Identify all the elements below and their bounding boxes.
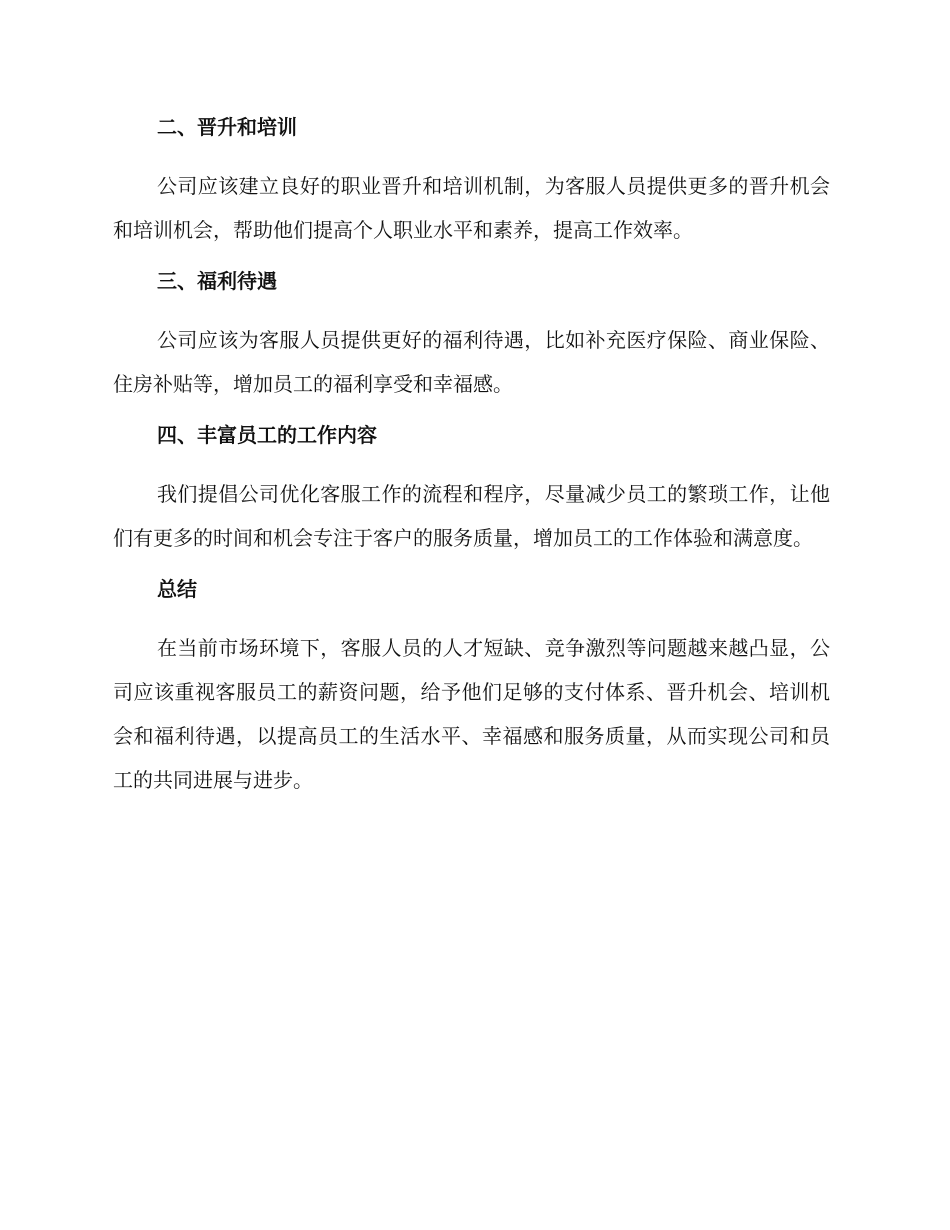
section-heading: 四、丰富员工的工作内容 — [157, 423, 377, 447]
section-paragraph: 我们提倡公司优化客服工作的流程和程序，尽量减少员工的繁琐工作，让他们有更多的时间和机会专注于客户的服务质量，增加员工的工作体验和满意度。 — [113, 482, 830, 550]
section-work-content — [113, 420, 830, 560]
section-promotion-training — [113, 112, 830, 252]
section-heading: 二、晋升和培训 — [157, 115, 297, 139]
section-heading: 三、福利待遇 — [157, 269, 277, 293]
section-heading: 总结 — [157, 577, 197, 601]
section-benefits — [113, 266, 830, 406]
section-paragraph: 公司应该为客服人员提供更好的福利待遇，比如补充医疗保险、商业保险、住房补贴等，增加员工的福利享受和幸福感。 — [113, 328, 830, 396]
section-paragraph: 在当前市场环境下，客服人员的人才短缺、竞争激烈等问题越来越凸显，公司应该重视客服员工的薪资问题，给予他们足够的支付体系、晋升机会、培训机会和福利待遇，以提高员工的生活水平、幸福感和服务质量，从而实现公司和员工的共同进展与进步。 — [113, 636, 830, 792]
section-summary — [113, 574, 830, 802]
section-paragraph: 公司应该建立良好的职业晋升和培训机制，为客服人员提供更多的晋升机会和培训机会，帮助他们提高个人职业水平和素养，提高工作效率。 — [113, 174, 830, 242]
